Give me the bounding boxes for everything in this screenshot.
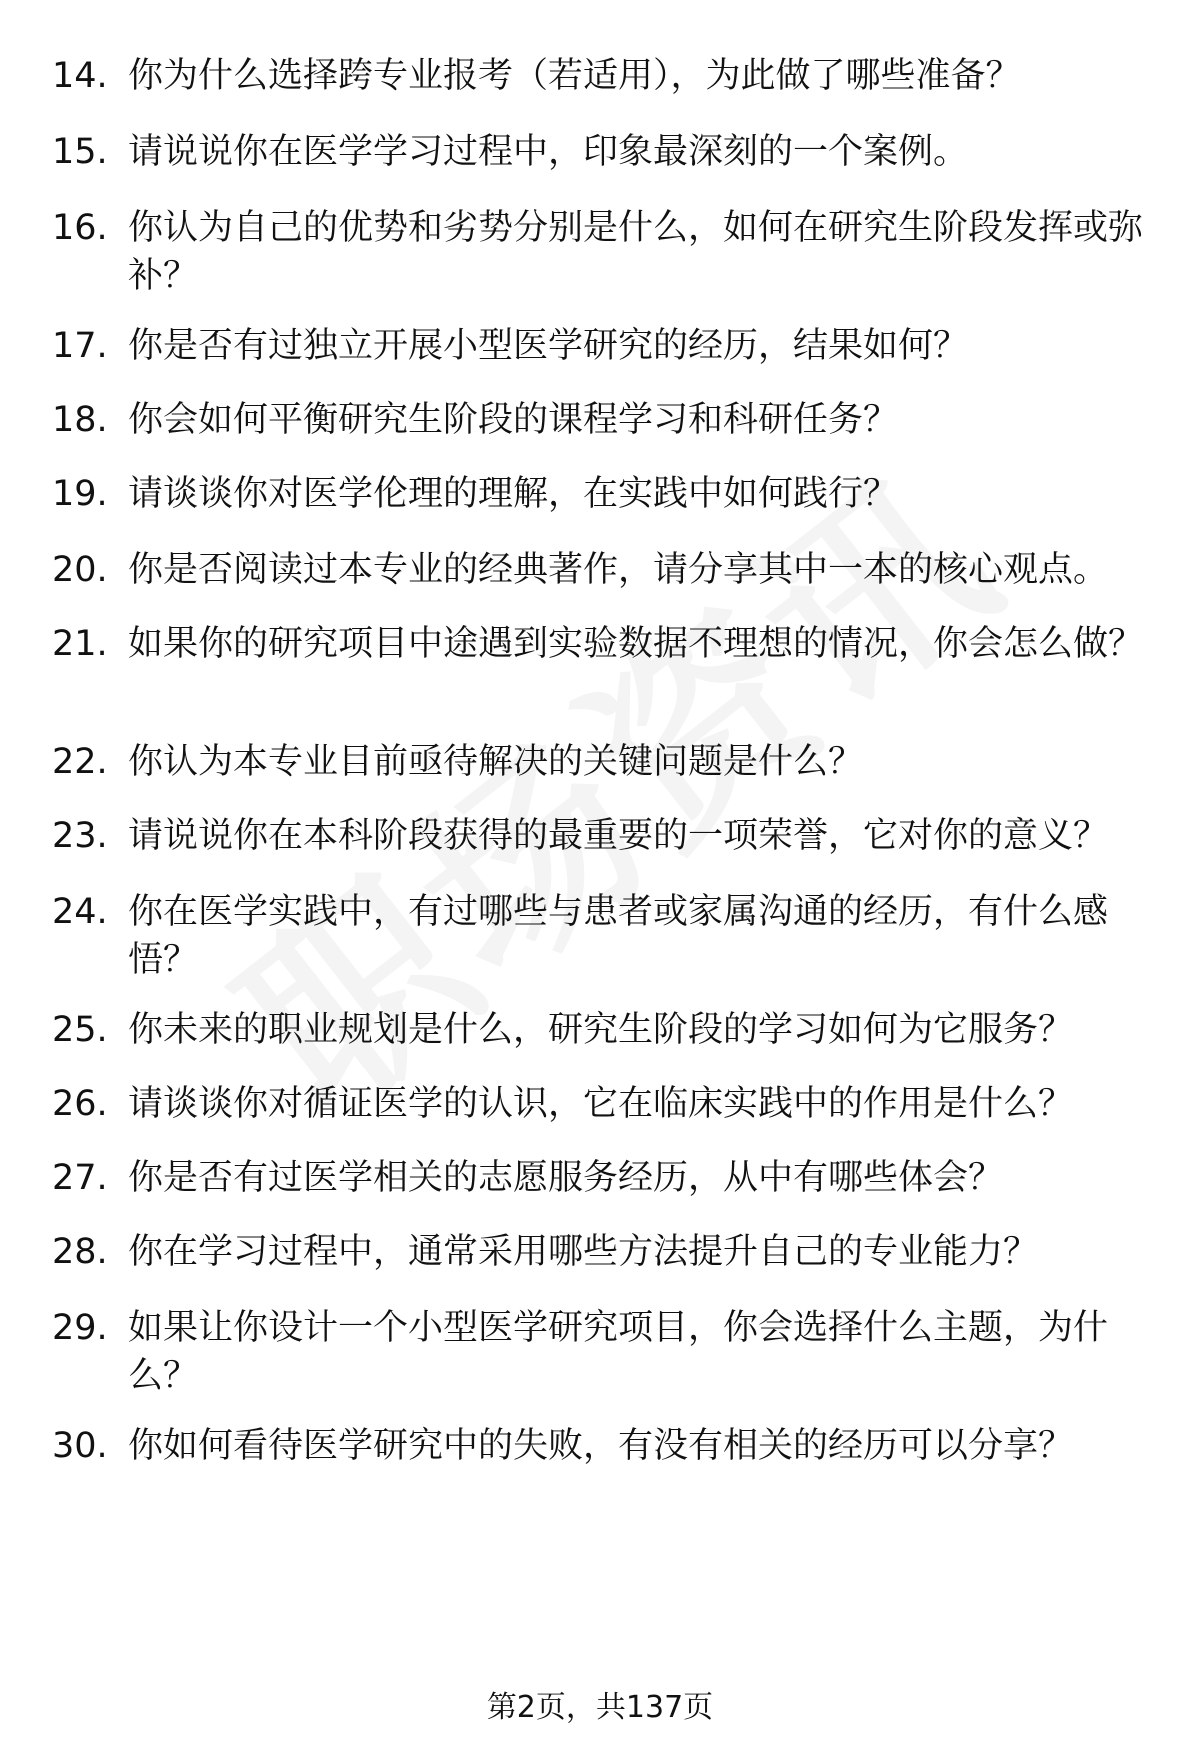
question-number: 30. bbox=[52, 1426, 108, 1466]
question-number: 17. bbox=[52, 326, 108, 366]
page-footer: 第2页，共137页 bbox=[486, 1690, 714, 1725]
question-text: 你在学习过程中，通常采用哪些方法提升自己的专业能力？ bbox=[128, 1232, 1039, 1272]
question-text: 你认为本专业目前亟待解决的关键问题是什么？ bbox=[128, 742, 864, 782]
question-number: 15. bbox=[52, 132, 108, 172]
question-number: 27. bbox=[52, 1158, 108, 1198]
question-number: 14. bbox=[52, 56, 108, 96]
question-number: 28. bbox=[52, 1232, 108, 1272]
question-number: 24. bbox=[52, 892, 108, 932]
question-number: 20. bbox=[52, 550, 108, 590]
question-text: 你未来的职业规划是什么，研究生阶段的学习如何为它服务？ bbox=[128, 1010, 1074, 1050]
question-text: 你为什么选择跨专业报考（若适用），为此做了哪些准备？ bbox=[128, 56, 1021, 96]
question-text: 如果你的研究项目中途遇到实验数据不理想的情况，你会怎么做？ bbox=[128, 624, 1144, 664]
question-text: 你如何看待医学研究中的失败，有没有相关的经历可以分享？ bbox=[128, 1426, 1074, 1466]
question-number: 29. bbox=[52, 1308, 108, 1348]
question-text: 你在医学实践中，有过哪些与患者或家属沟通的经历，有什么感悟？ bbox=[128, 892, 1109, 980]
question-number: 21. bbox=[52, 624, 108, 664]
question-number: 23. bbox=[52, 816, 108, 856]
question-text: 请说说你在医学学习过程中，印象最深刻的一个案例。 bbox=[128, 132, 969, 172]
question-number: 25. bbox=[52, 1010, 108, 1050]
question-text: 你是否有过独立开展小型医学研究的经历，结果如何？ bbox=[128, 326, 969, 366]
question-number: 18. bbox=[52, 400, 108, 440]
question-text: 你是否有过医学相关的志愿服务经历，从中有哪些体会？ bbox=[128, 1158, 1004, 1198]
question-number: 22. bbox=[52, 742, 108, 782]
question-text: 你认为自己的优势和劣势分别是什么，如何在研究生阶段发挥或弥补？ bbox=[128, 208, 1144, 296]
question-number: 16. bbox=[52, 208, 108, 248]
question-number: 26. bbox=[52, 1084, 108, 1124]
question-text: 请说说你在本科阶段获得的最重要的一项荣誉，它对你的意义？ bbox=[128, 816, 1109, 856]
question-text: 你会如何平衡研究生阶段的课程学习和科研任务？ bbox=[128, 400, 899, 440]
question-text: 请谈谈你对医学伦理的理解，在实践中如何践行？ bbox=[128, 474, 899, 514]
question-text: 如果让你设计一个小型医学研究项目，你会选择什么主题，为什么？ bbox=[128, 1308, 1109, 1396]
question-text: 你是否阅读过本专业的经典著作，请分享其中一本的核心观点。 bbox=[128, 550, 1109, 590]
question-number: 19. bbox=[52, 474, 108, 514]
question-text: 请谈谈你对循证医学的认识，它在临床实践中的作用是什么？ bbox=[128, 1084, 1074, 1124]
